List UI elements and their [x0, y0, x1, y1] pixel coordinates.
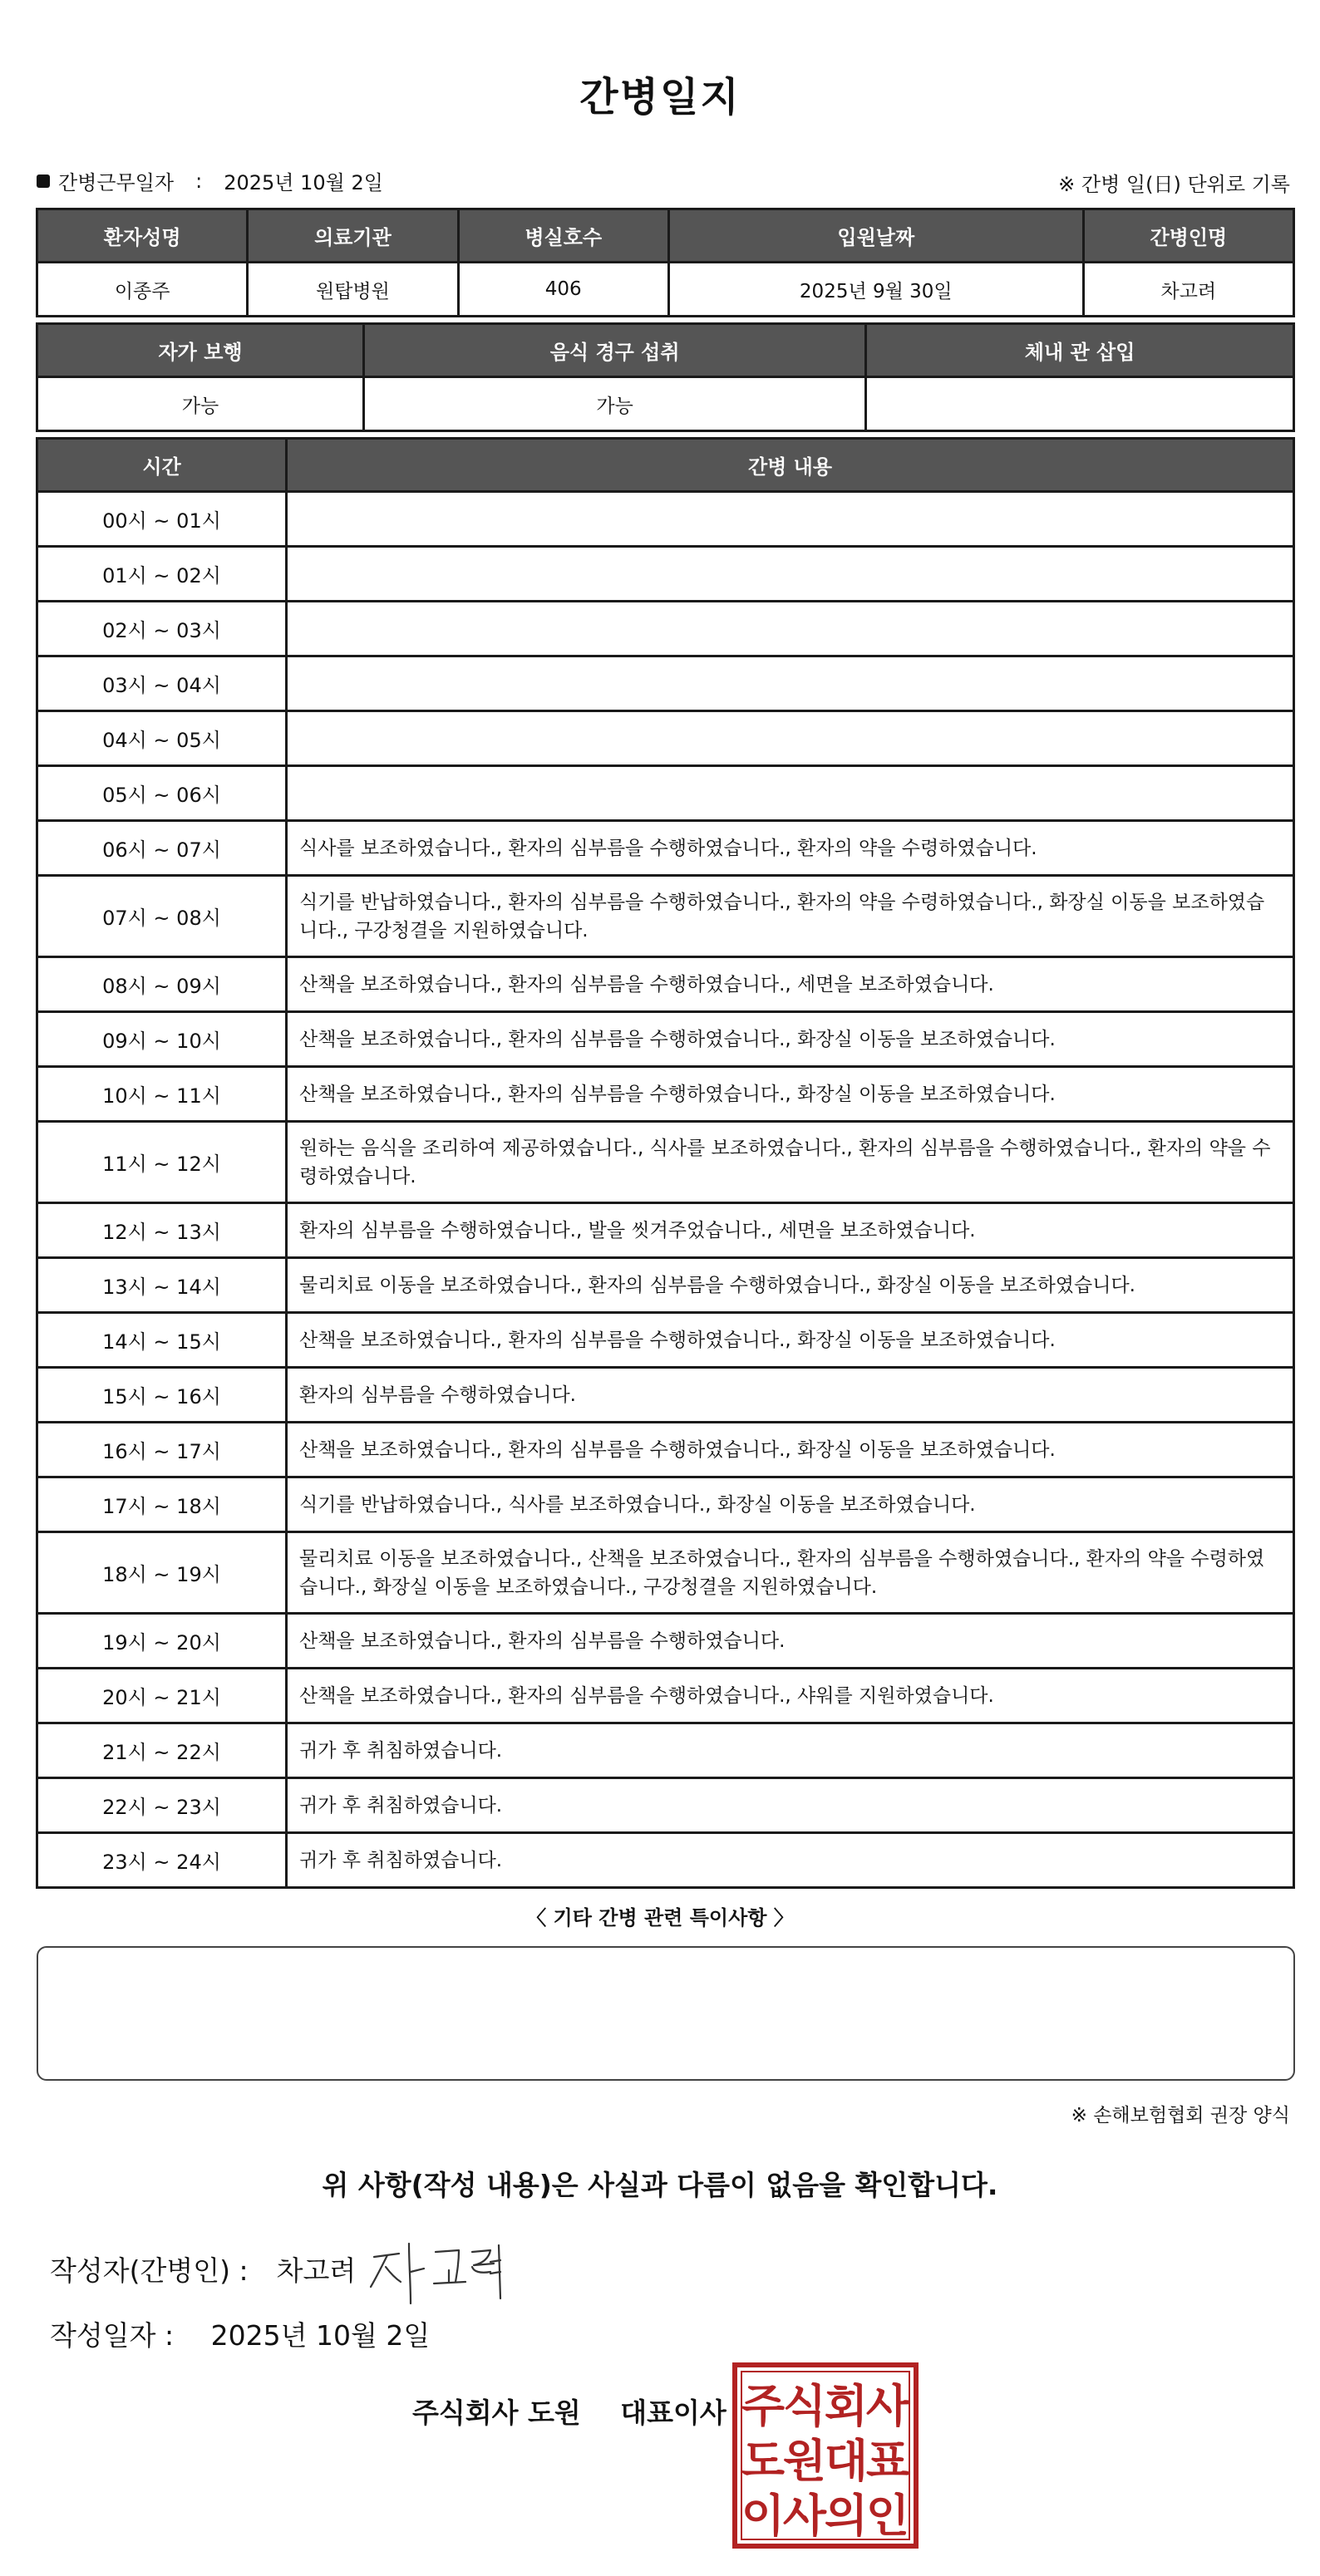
header-patient-name: 환자성명 [38, 210, 246, 261]
log-row [38, 822, 1293, 874]
work-date-value: 2025년 10월 2일 [224, 171, 383, 194]
log-time-cell: 13시 ~ 14시 [38, 1259, 285, 1311]
room-number: 406 [460, 263, 667, 315]
log-row [38, 1013, 1293, 1065]
log-content-cell: 귀가 후 취침하였습니다. [288, 1724, 1293, 1777]
log-time-cell: 14시 ~ 15시 [38, 1314, 285, 1366]
log-row [38, 1533, 1293, 1612]
tube-insertion-value [867, 378, 1293, 430]
header-self-walking: 자가 보행 [38, 325, 362, 376]
log-row [38, 1204, 1293, 1256]
patient-name: 이종주 [38, 263, 246, 315]
log-row [38, 1369, 1293, 1421]
work-date-separator: : [195, 169, 203, 193]
log-row [38, 1123, 1293, 1202]
ability-value-row [38, 378, 1293, 430]
log-content-cell: 산책을 보조하였습니다., 환자의 심부름을 수행하였습니다., 화장실 이동을 보조하였습니다. [288, 1423, 1293, 1476]
ability-header-row [38, 325, 1293, 376]
patient-header-row [38, 210, 1293, 261]
log-content-cell: 귀가 후 취침하였습니다. [288, 1834, 1293, 1886]
log-row [38, 767, 1293, 819]
log-time-cell: 00시 ~ 01시 [38, 493, 285, 545]
log-row [38, 877, 1293, 956]
log-time-cell: 19시 ~ 20시 [38, 1615, 285, 1667]
seal-character: 인 [865, 2490, 910, 2542]
log-time-cell: 06시 ~ 07시 [38, 822, 285, 874]
header-admission-date: 입원날짜 [670, 210, 1082, 261]
log-row [38, 1669, 1293, 1722]
page-title: 간병일지 [579, 74, 741, 120]
special-notes-box [37, 1946, 1295, 2081]
patient-ability-table [36, 322, 1295, 432]
seal-character: 사 [865, 2380, 910, 2432]
company-seal-stamp [731, 2362, 919, 2549]
log-row [38, 657, 1293, 710]
log-content-cell [288, 712, 1293, 764]
caregiver-name: 차고려 [1085, 263, 1293, 315]
header-room: 병실호수 [460, 210, 667, 261]
header-tube-insertion: 체내 관 삽입 [867, 325, 1293, 376]
author-name: 차고려 [276, 2254, 357, 2287]
log-row [38, 1259, 1293, 1311]
log-time-cell: 02시 ~ 03시 [38, 602, 285, 655]
log-header-row [38, 440, 1293, 490]
patient-info-table [36, 208, 1295, 317]
log-row [38, 712, 1293, 764]
log-content-cell: 귀가 후 취침하였습니다. [288, 1779, 1293, 1831]
header-hospital: 의료기관 [249, 210, 456, 261]
seal-character: 도 [741, 2435, 786, 2487]
company-name: 주식회사 도원 [412, 2397, 581, 2429]
log-content-cell [288, 493, 1293, 545]
unit-note: ※ 간병 일(日) 단위로 기록 [1058, 173, 1290, 196]
log-row [38, 958, 1293, 1010]
log-time-cell: 17시 ~ 18시 [38, 1478, 285, 1531]
log-time-cell: 09시 ~ 10시 [38, 1013, 285, 1065]
log-content-cell: 환자의 심부름을 수행하였습니다., 발을 씻겨주었습니다., 세면을 보조하였습니다. [288, 1204, 1293, 1256]
header-caregiver: 간병인명 [1085, 210, 1293, 261]
oral-intake-value: 가능 [365, 378, 864, 430]
header-oral-intake: 음식 경구 섭취 [365, 325, 864, 376]
log-time-cell: 01시 ~ 02시 [38, 548, 285, 600]
log-content-cell: 산책을 보조하였습니다., 환자의 심부름을 수행하였습니다., 화장실 이동을 보조하였습니다. [288, 1068, 1293, 1120]
log-time-cell: 07시 ~ 08시 [38, 877, 285, 956]
form-note: ※ 손해보험협회 권장 양식 [1071, 2105, 1290, 2126]
log-time-cell: 15시 ~ 16시 [38, 1369, 285, 1421]
log-content-cell: 물리치료 이동을 보조하였습니다., 환자의 심부름을 수행하였습니다., 화장실 이동을 보조하였습니다. [288, 1259, 1293, 1311]
log-content-cell: 산책을 보조하였습니다., 환자의 심부름을 수행하였습니다., 화장실 이동을 보조하였습니다. [288, 1013, 1293, 1065]
log-time-cell: 03시 ~ 04시 [38, 657, 285, 710]
header-time: 시간 [38, 440, 285, 490]
self-walking-value: 가능 [38, 378, 362, 430]
author-row [50, 2249, 356, 2288]
log-content-cell: 식기를 반납하였습니다., 식사를 보조하였습니다., 화장실 이동을 보조하였습니다. [288, 1478, 1293, 1531]
log-body [38, 493, 1293, 1886]
log-time-cell: 04시 ~ 05시 [38, 712, 285, 764]
log-content-cell: 식기를 반납하였습니다., 환자의 심부름을 수행하였습니다., 환자의 약을 수령하였습니다., 화장실 이동을 보조하였습니다., 구강청결을 지원하였습니다. [288, 877, 1293, 956]
seal-character: 원 [782, 2435, 827, 2487]
written-date-row [50, 2314, 430, 2353]
confirmation-statement: 위 사항(작성 내용)은 사실과 다름이 없음을 확인합니다. [322, 2169, 998, 2201]
written-date-label: 작성일자 : [50, 2319, 175, 2352]
log-content-cell: 원하는 음식을 조리하여 제공하였습니다., 식사를 보조하였습니다., 환자의 심부름을 수행하였습니다., 환자의 약을 수령하였습니다. [288, 1123, 1293, 1202]
log-time-cell: 21시 ~ 22시 [38, 1724, 285, 1777]
author-label: 작성자(간병인) : [50, 2254, 249, 2287]
care-log-table [36, 437, 1295, 1889]
hospital-name: 원탑병원 [249, 263, 456, 315]
log-row [38, 1724, 1293, 1777]
log-row [38, 1834, 1293, 1886]
log-content-cell: 환자의 심부름을 수행하였습니다. [288, 1369, 1293, 1421]
written-date-value: 2025년 10월 2일 [210, 2319, 431, 2352]
log-content-cell: 산책을 보조하였습니다., 환자의 심부름을 수행하였습니다. [288, 1615, 1293, 1667]
log-row [38, 1615, 1293, 1667]
seal-character: 주 [741, 2380, 786, 2432]
log-time-cell: 20시 ~ 21시 [38, 1669, 285, 1722]
log-row [38, 1423, 1293, 1476]
log-time-cell: 11시 ~ 12시 [38, 1123, 285, 1202]
log-row [38, 602, 1293, 655]
log-time-cell: 10시 ~ 11시 [38, 1068, 285, 1120]
log-content-cell [288, 548, 1293, 600]
header-care-content: 간병 내용 [288, 440, 1293, 490]
handwritten-signature [366, 2234, 524, 2308]
seal-character: 대 [824, 2435, 869, 2487]
log-content-cell: 산책을 보조하였습니다., 환자의 심부름을 수행하였습니다., 화장실 이동을 보조하였습니다. [288, 1314, 1293, 1366]
log-content-cell: 식사를 보조하였습니다., 환자의 심부름을 수행하였습니다., 환자의 약을 수령하였습니다. [288, 822, 1293, 874]
log-row [38, 1478, 1293, 1531]
log-content-cell: 산책을 보조하였습니다., 환자의 심부름을 수행하였습니다., 샤워를 지원하였습니다. [288, 1669, 1293, 1722]
work-date-row [37, 166, 383, 195]
log-row [38, 1068, 1293, 1120]
log-content-cell [288, 657, 1293, 710]
log-time-cell: 08시 ~ 09시 [38, 958, 285, 1010]
patient-value-row [38, 263, 1293, 315]
company-representative: 대표이사 [620, 2397, 726, 2429]
log-row [38, 493, 1293, 545]
log-content-cell: 산책을 보조하였습니다., 환자의 심부름을 수행하였습니다., 세면을 보조하였습니다. [288, 958, 1293, 1010]
seal-character: 사 [782, 2490, 827, 2542]
log-time-cell: 22시 ~ 23시 [38, 1779, 285, 1831]
seal-character: 표 [865, 2435, 910, 2487]
log-content-cell: 물리치료 이동을 보조하였습니다., 산책을 보조하였습니다., 환자의 심부름을 수행하였습니다., 환자의 약을 수령하였습니다., 화장실 이동을 보조하였습니다., 구강청결을 지원하였습니다. [288, 1533, 1293, 1612]
seal-character: 이 [741, 2490, 786, 2542]
log-row [38, 1779, 1293, 1831]
work-date-label: 간병근무일자 [58, 171, 175, 194]
admission-date: 2025년 9월 30일 [670, 263, 1082, 315]
seal-character: 회 [824, 2380, 869, 2432]
bullet-square-icon [37, 175, 50, 188]
log-time-cell: 23시 ~ 24시 [38, 1834, 285, 1886]
special-notes-title: 〈 기타 간병 관련 특이사항 〉 [526, 1906, 794, 1930]
seal-character: 의 [824, 2490, 869, 2542]
log-time-cell: 16시 ~ 17시 [38, 1423, 285, 1476]
log-time-cell: 12시 ~ 13시 [38, 1204, 285, 1256]
seal-character: 식 [782, 2380, 827, 2432]
log-row [38, 548, 1293, 600]
log-content-cell [288, 767, 1293, 819]
log-time-cell: 05시 ~ 06시 [38, 767, 285, 819]
log-row [38, 1314, 1293, 1366]
log-content-cell [288, 602, 1293, 655]
company-line [412, 2392, 726, 2431]
log-time-cell: 18시 ~ 19시 [38, 1533, 285, 1612]
